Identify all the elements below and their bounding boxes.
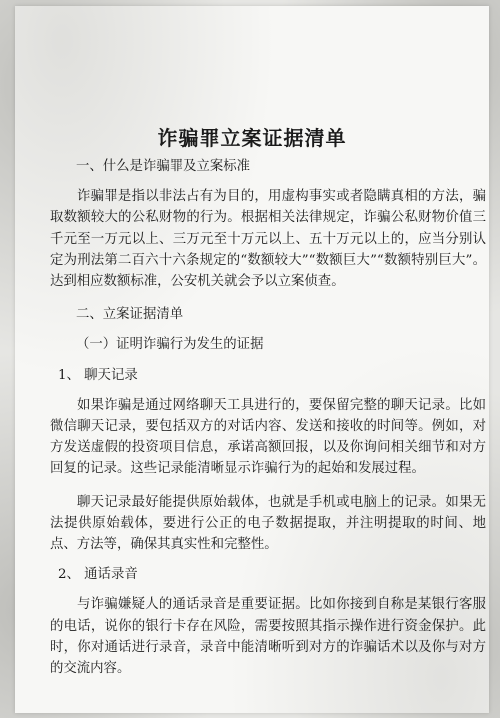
section-heading-2: 二、立案证据清单 (76, 307, 184, 323)
section-heading-1: 一、什么是诈骗罪及立案标准 (76, 159, 251, 174)
item-heading-1: 1、 聊天记录 (58, 367, 138, 383)
paragraph-definition: 诈骗罪是指以非法占有为目的，用虚构事实或者隐瞒真相的方法，骗取数额较大的公私财物的行为。根据相关法律规定，诈骗公私财物价值三千元至一万元以上、三万元至十万元以上、五十万元以上的，应当分别认定为刑法第二百六十六条规定的“数额较大”“数额巨大”“数额特别巨大”。达到相应数额标准，公安机关就会予以立案侦查。 (50, 189, 486, 290)
paragraph-call-recording: 与诈骗嫌疑人的通话录音是重要证据。比如你接到自称是某银行客服的电话，说你的银行卡存在风险，需要按照其指示操作进行资金保护。此时，你对通话进行录音，录音中能清晰听到对方的诈骗话术以及你与对方的交流内容。 (50, 597, 486, 677)
subsection-heading: （一）证明诈骗行为发生的证据 (76, 337, 264, 353)
document-title: 诈骗罪立案证据清单 (157, 126, 347, 150)
document-body (50, 156, 486, 679)
paragraph-original-carrier: 聊天记录最好能提供原始载体，也就是手机或电脑上的记录。如果无法提供原始载体，要进行公正的电子数据提取，并注明提取的时间、地点、方法等，确保其真实性和完整性。 (50, 494, 486, 553)
document-page (15, 6, 489, 713)
item-heading-2: 2、 通话录音 (58, 567, 138, 583)
paragraph-chat-records: 如果诈骗是通过网络聊天工具进行的，要保留完整的聊天记录。比如微信聊天记录，要包括双方的对话内容、发送和接收的时间等。例如，对方发送虚假的投资项目信息，承诺高额回报，以及你询问相关细节和对方回复的记录。这些记录能清晰显示诈骗行为的起始和发展过程。 (50, 397, 486, 477)
